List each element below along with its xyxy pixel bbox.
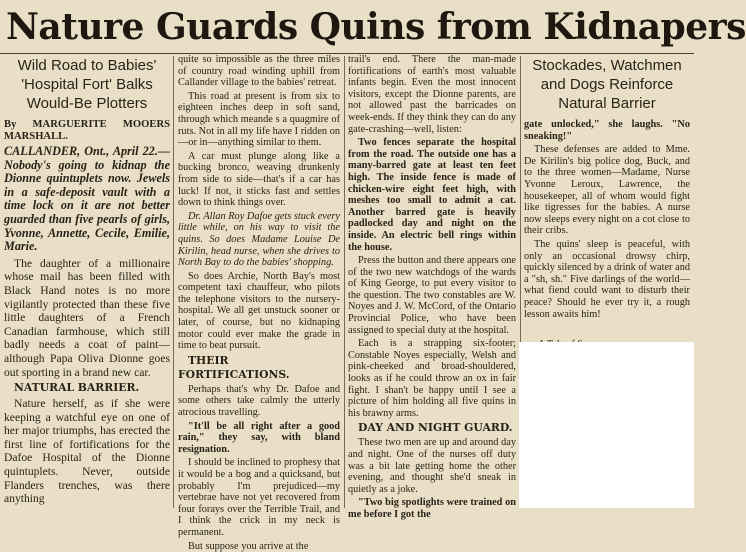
paragraph: Nature herself, as if she were keeping a watchful eye on one of her major triumphs, has erected the first line of fortifications for the Dafoe Hospital of the Dionne quintuplets. Never, outside Flanders trenches, was there anything — [4, 397, 170, 506]
paragraph: Perhaps that's why Dr. Dafoe and some others take calmly the utterly atrocious travelling. — [178, 383, 340, 419]
paragraph: But suppose you arrive at the — [188, 540, 309, 552]
paragraph: "It'll be all right after a good rain," they say, with bland resignation. — [178, 420, 340, 455]
paragraph: trail's end. There the man-made fortifications of earth's most valuable infants begin. Even the most innocent visitors, except the Dionne parents, are not allowed past the barricades on week-ends. If they think they can do any gate-crashing—well, listen: — [348, 54, 516, 135]
column-3 — [348, 54, 516, 520]
paragraph: quite so impossible as the three miles of country road winding uphill from Callander village to the babies' retreat. — [178, 54, 340, 89]
paragraph: The daughter of a millionaire whose mail has been filled with Black Hand notes is no more vigilantly protected than these five little daughters of a French Canadian farmhouse, which still badly needs a coat of paint—although Papa Oliva Dionne goes out sporting in a brand new car. — [4, 256, 170, 379]
deck-left: Wild Road to Babies' 'Hospital Fort' Balks Would-Be Plotters — [17, 57, 157, 112]
subhead-natural-barrier: NATURAL BARRIER. — [14, 381, 140, 395]
paragraph: These defenses are added to Mme. De Kirilin's big police dog, Buck, and to the three women—Madame, Nurse Yvonne Leroux, Lawrence, the housekeeper, all of whom would fight like tigresses for the babies. A nurse now sleeps every night on a cot close to their cribs. — [524, 144, 690, 237]
paragraph: The quins' sleep is peaceful, with only an occasional drowsy chirp, quickly silenced by a drink of water and a "sh, sh." Five darlings of the world—what fiend could want to disturb their peace? Should he ever try it, a rough lesson awaits him! — [524, 238, 690, 320]
byline: By MARGUERITE MOOERS MARSHALL. — [4, 119, 170, 142]
paragraph: Two fences separate the hospital from the road. The outside one has a many-barred gate at least ten feet high. The inside fence is made of chicken-wire eight feet high, with meshes too small to admit a cat. Another barred gate is heavily padlocked day and night on the inside. An electric bell rings within the house. — [348, 137, 516, 253]
column-rule-2 — [344, 56, 345, 508]
paragraph: Each is a strapping six-footer; Constable Noyes especially, Welsh and pink-cheeked and broad-shouldered, looks as if he could throw an ox in fair fight. I shan't be happy until I see a picture of him holding all five quins in his brawny arms. — [348, 338, 516, 419]
deck-right: Stockades, Watchmen and Dogs Reinforce Natural Barrier — [532, 57, 682, 112]
column-rule-3 — [520, 56, 521, 342]
column-1 — [4, 54, 170, 508]
column-rule-1 — [173, 56, 174, 508]
paragraph: Press the button and there appears one of the two new watchdogs of the wards of King George, to put every visitor to the question. The two constables are W. Noyes and J. W. McCord, of the Ontario Provincial Police, who have been assigned to special duty at the hospital. — [348, 255, 516, 336]
paragraph: So does Archie, North Bay's most competent taxi chauffeur, who pilots the telephone visitors to the nursery-hospital. We all get unstuck sooner or later, of course, but no kidnaping motor could ever make the grade in time to beat pursuit. — [178, 270, 340, 352]
paragraph: These two men are up and around day and night. One of the nurses off duty was a bit late getting home the other evening, and thought she'd sneak in quietly as a joke. — [348, 437, 516, 495]
paragraph: This road at present is from six to eighteen inches deep in soft sand, through which meande s a quagmire of ruts. Not in all my life have I ridden on—or in—anything similar to them. — [178, 90, 340, 149]
paragraph: gate unlocked," she laughs. "No sneaking!" — [524, 119, 690, 142]
paragraph: A car must plunge along like a bucking bronco, weaving drunkenly from side to side—that's if a car has luck! If not, it sticks fast and settles down to think things over. — [178, 150, 340, 209]
paragraph: "Two big spotlights were trained on me before I got the — [348, 497, 516, 520]
headline: Nature Guards Quins from Kidnapers — [6, 6, 746, 48]
subhead-fortifications: THEIR FORTIFICATIONS. — [178, 353, 290, 381]
dateline-lead: CALLANDER, Ont., April 22.—Nobody's going to kidnap the Dionne quintuplets now. Jewels in a safe-deposit vault with a time lock on it are not better guarded than five pearls of girls, Yvonne, Annette, Cecile, Emilie, Marie. — [4, 144, 170, 254]
subhead-day-night-guard: DAY AND NIGHT GUARD. — [358, 421, 513, 435]
column-2 — [178, 54, 340, 552]
blank-cutout-area — [519, 342, 694, 508]
paragraph: I should be inclined to prophesy that it would be a bog and a quicksand, but probably I'm prejudiced—my vertebrae have not yet recovered from four forays over the Terrible Trail, and I think the crick in my neck is permanent. — [178, 457, 340, 538]
paragraph: Dr. Allan Roy Dafoe gets stuck every little while, on his way to visit the quins. So does Madame Louise De Kirilin, head nurse, when she drives to North Bay to do the babies' shopping. — [178, 210, 340, 269]
